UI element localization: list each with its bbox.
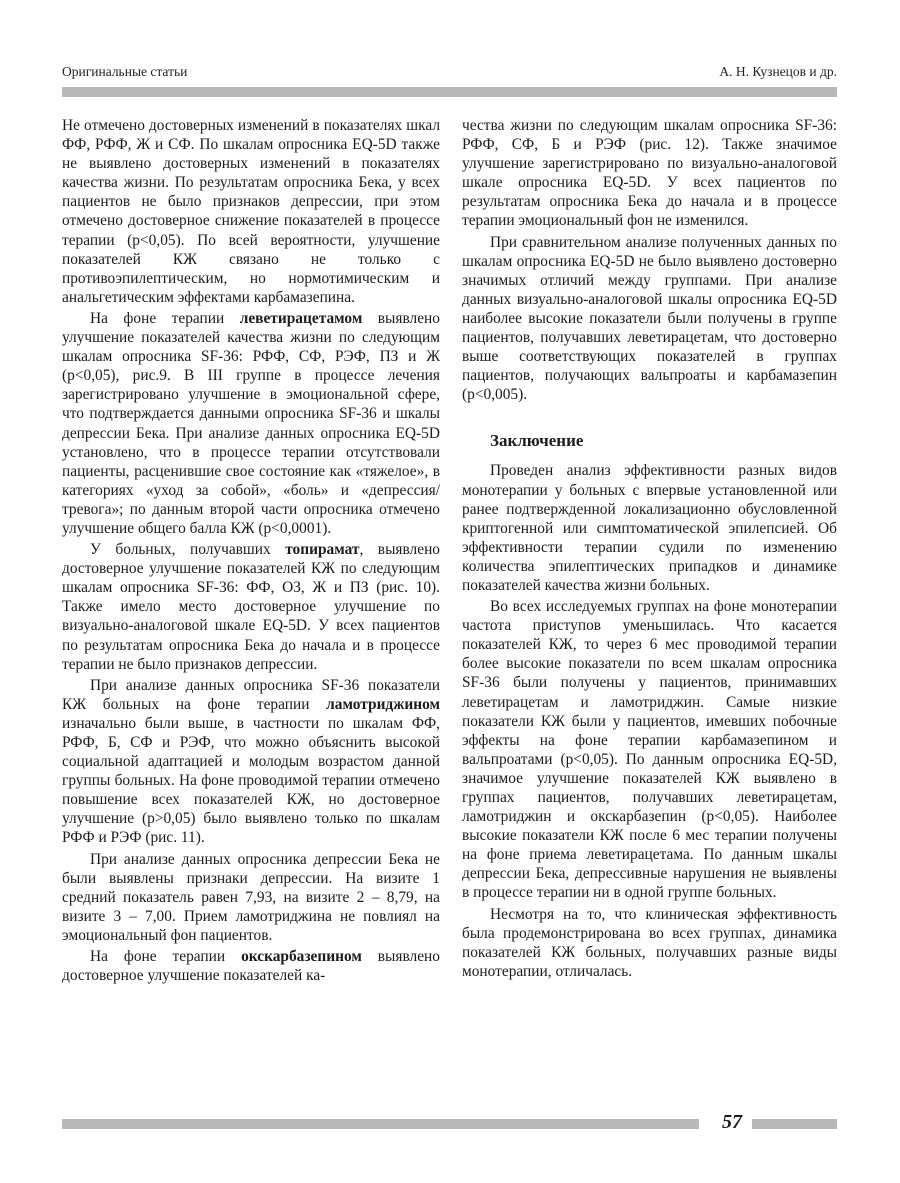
- author-line: А. Н. Кузнецов и др.: [719, 64, 837, 79]
- running-head: [62, 64, 837, 84]
- paragraph: чества жизни по следующим шкалам опросника SF-36: РФФ, СФ, Б и РЭФ (рис. 12). Также значимое улучшение зарегистрировано по визуально-аналоговой шкале опросника EQ-5D. У всех пациентов по результатам опросника Бека до начала и в процессе терапии эмоциональный фон не изменился.: [462, 117, 837, 230]
- left-column: [62, 116, 440, 987]
- text-run: выявлено достоверное улучшение показателей ка-: [62, 948, 440, 985]
- drug-name: окскарбазепином: [241, 948, 362, 966]
- section-label: Оригинальные статьи: [62, 64, 188, 79]
- drug-name: топирамат: [285, 541, 360, 559]
- drug-name: леветирацетамом: [239, 309, 363, 327]
- text-run: На фоне терапии: [90, 309, 240, 327]
- text-run: На фоне терапии: [90, 948, 242, 966]
- paragraph: [62, 540, 440, 674]
- text-run: выявлено улучшение показателей качества жизни по следующим шкалам опросника SF-36: РФФ, СФ, РЭФ, ПЗ и Ж (p<0,05), рис.9. В III группе в процессе лечения зарегистрировано улучшение в эмоциональной сфере, что подтверждается данными опросника SF-36 и шкалы депрессии Бека. При анализе данных опросника EQ-5D установлено, что в процессе терапии отсутствовали пациенты, расценившие свое состояние как «тяжелое», в категориях «уход за собой», «боль» и «депрессия/тревога»; по данным второй части опросника отмечено улучшение общего балла КЖ (p<0,0001).: [62, 309, 440, 537]
- text-run: изначально были выше, в частности по шкалам ФФ, РФФ, Б, СФ и РЭФ, что можно объяснить высокой социальной адаптацией и молодым возрастом данной группы больных. На фоне проводимой терапии отмечено повышение всех показателей КЖ, но достоверное улучшение (p>0,05) было выявлено только по шкалам РФФ и РЭФ (рис. 11).: [62, 714, 440, 847]
- text-run: , выявлено достоверное улучшение показателей КЖ по следующим шкалам опросника SF-36: ФФ, ОЗ, Ж и ПЗ (рис. 10). Также имело место достоверное улучшение по визуально-аналоговой шкале EQ-5D. У всех пациентов по результатам опросника Бека до начала и в процессе терапии не было признаков депрессии.: [62, 541, 441, 673]
- paragraph: Несмотря на то, что клиническая эффективность была продемонстрирована во всех группах, динамика показателей КЖ больных, получавших разные виды монотерапии, отличалась.: [462, 905, 837, 980]
- paragraph: Проведен анализ эффективности разных видов монотерапии у больных с впервые установленной или ранее подтвержденной локализационно обусловленной криптогенной или симптоматической эпилепсией. Об эффективности терапии судили по изменению количества эпилептических припадков и динамике показателей качества жизни больных.: [462, 462, 837, 594]
- header-rule: [62, 87, 837, 97]
- footer-rule: [62, 1119, 699, 1129]
- drug-name: ламотриджином: [326, 695, 440, 713]
- text-run: При анализе данных опросника SF-36 показатели КЖ больных на фоне терапии: [62, 676, 440, 713]
- paragraph: Не отмечено достоверных изменений в показателях шкал ФФ, РФФ, Ж и СФ. По шкалам опросника EQ-5D также не выявлено достоверных изменений в показателях качества жизни. По результатам опросника Бека, у всех пациентов не было признаков депрессии, при этом отмечено достоверное снижение показателей в процессе терапии (p<0,05). По всей вероятности, улучшение показателей КЖ связано не только с противоэпилептическим, но нормотимическим и анальгетическим эффектами карбамазепина.: [62, 117, 440, 306]
- paragraph: [62, 947, 440, 985]
- text-run: У больных, получавших: [90, 541, 286, 559]
- section-heading: Заключение: [490, 431, 584, 451]
- paragraph: При сравнительном анализе полученных данных по шкалам опросника EQ-5D не было выявлено достоверно значимых отличий между группами. При анализе данных визуально-аналоговой шкалы опросника EQ-5D наиболее высокие показатели были получены в группе пациентов, получавших леветирацетам, что достоверно выше соответствующих показателей в группах пациентов, получающих вальпроаты и карбамазепин (p<0,005).: [462, 233, 837, 404]
- page-number: 57: [722, 1111, 742, 1133]
- paragraph: [62, 309, 440, 538]
- footer-rule-right: [752, 1119, 837, 1129]
- paragraph: Во всех исследуемых группах на фоне монотерапии частота приступов уменьшилась. Что касается показателей КЖ, то через 6 мес проводимой терапии более высокие показатели по всем шкалам опросника SF-36 были получены у пациентов, принимавших леветирацетам и ламотриджин. Самые низкие показатели КЖ были у пациентов, имевших побочные эффекты на фоне терапии карбамазепином и вальпроатами (p<0,05). По данным опросника EQ-5D, значимое улучшение показателей КЖ выявлено в группах пациентов, получавших леветирацетам, ламотриджин и окскарбазепин (p<0,05). Наиболее высокие показатели КЖ после 6 мес терапии получены на фоне приема леветирацетама. По данным шкалы депрессии Бека, депрессивные нарушения не выявлены в процессе терапии ни в одной группе больных.: [462, 598, 837, 902]
- paragraph: При анализе данных опросника депрессии Бека не были выявлены признаки депрессии. На визите 1 средний показатель равен 7,93, на визите 2 – 8,79, на визите 3 – 7,00. Прием ламотриджина не повлиял на эмоциональный фон пациентов.: [62, 850, 440, 944]
- right-column: [462, 116, 837, 983]
- paragraph: [62, 676, 440, 848]
